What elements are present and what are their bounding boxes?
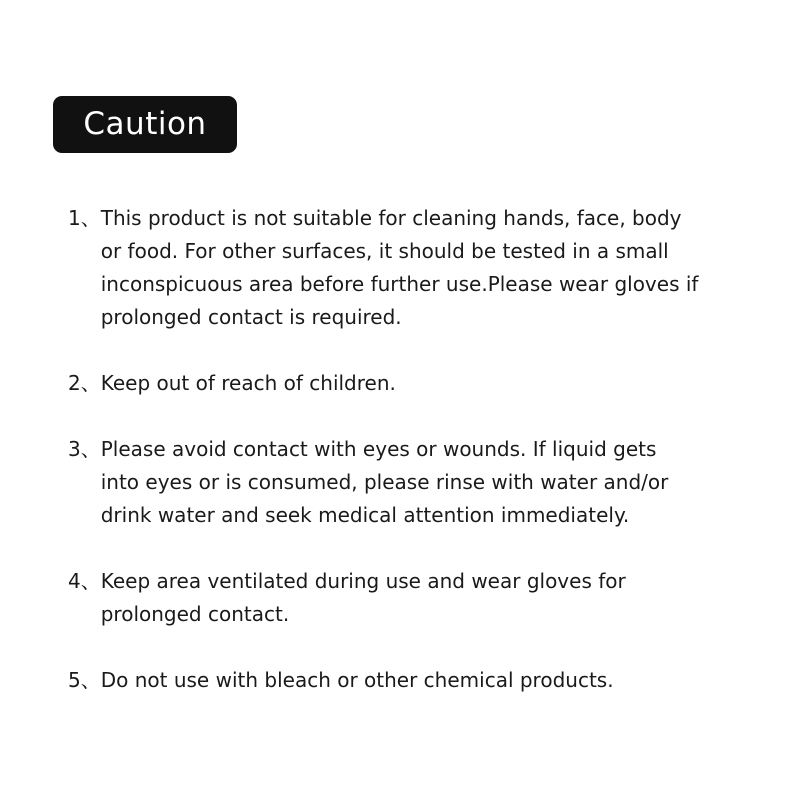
item-line: drink water and seek medical attention immediately. xyxy=(100,503,630,527)
caution-item-4 xyxy=(68,565,748,631)
caution-badge xyxy=(53,96,237,153)
caution-title: Caution xyxy=(83,106,207,142)
item-text xyxy=(101,565,626,631)
caution-item-1 xyxy=(68,202,748,334)
item-number: 3、 xyxy=(68,437,101,461)
caution-list xyxy=(68,202,748,730)
item-line: inconspicuous area before further use.Please wear gloves if xyxy=(100,272,699,296)
item-line: Keep out of reach of children. xyxy=(100,371,396,395)
item-text xyxy=(101,664,614,697)
caution-item-3 xyxy=(68,433,748,532)
item-text xyxy=(101,367,396,400)
item-number: 1、 xyxy=(68,206,101,230)
item-text xyxy=(101,433,669,532)
item-line: or food. For other surfaces, it should be tested in a small xyxy=(100,239,669,263)
caution-item-5 xyxy=(68,664,748,697)
item-number: 5、 xyxy=(68,668,101,692)
caution-item-2 xyxy=(68,367,748,400)
item-number: 4、 xyxy=(68,569,101,593)
item-line: into eyes or is consumed, please rinse with water and/or xyxy=(100,470,669,494)
item-line: prolonged contact is required. xyxy=(100,305,402,329)
item-line: prolonged contact. xyxy=(100,602,290,626)
item-text xyxy=(101,202,699,334)
item-line: Do not use with bleach or other chemical products. xyxy=(100,668,614,692)
item-line: This product is not suitable for cleaning hands, face, body xyxy=(100,206,682,230)
item-line: Please avoid contact with eyes or wounds. If liquid gets xyxy=(100,437,657,461)
item-line: Keep area ventilated during use and wear gloves for xyxy=(100,569,626,593)
item-number: 2、 xyxy=(68,371,101,395)
